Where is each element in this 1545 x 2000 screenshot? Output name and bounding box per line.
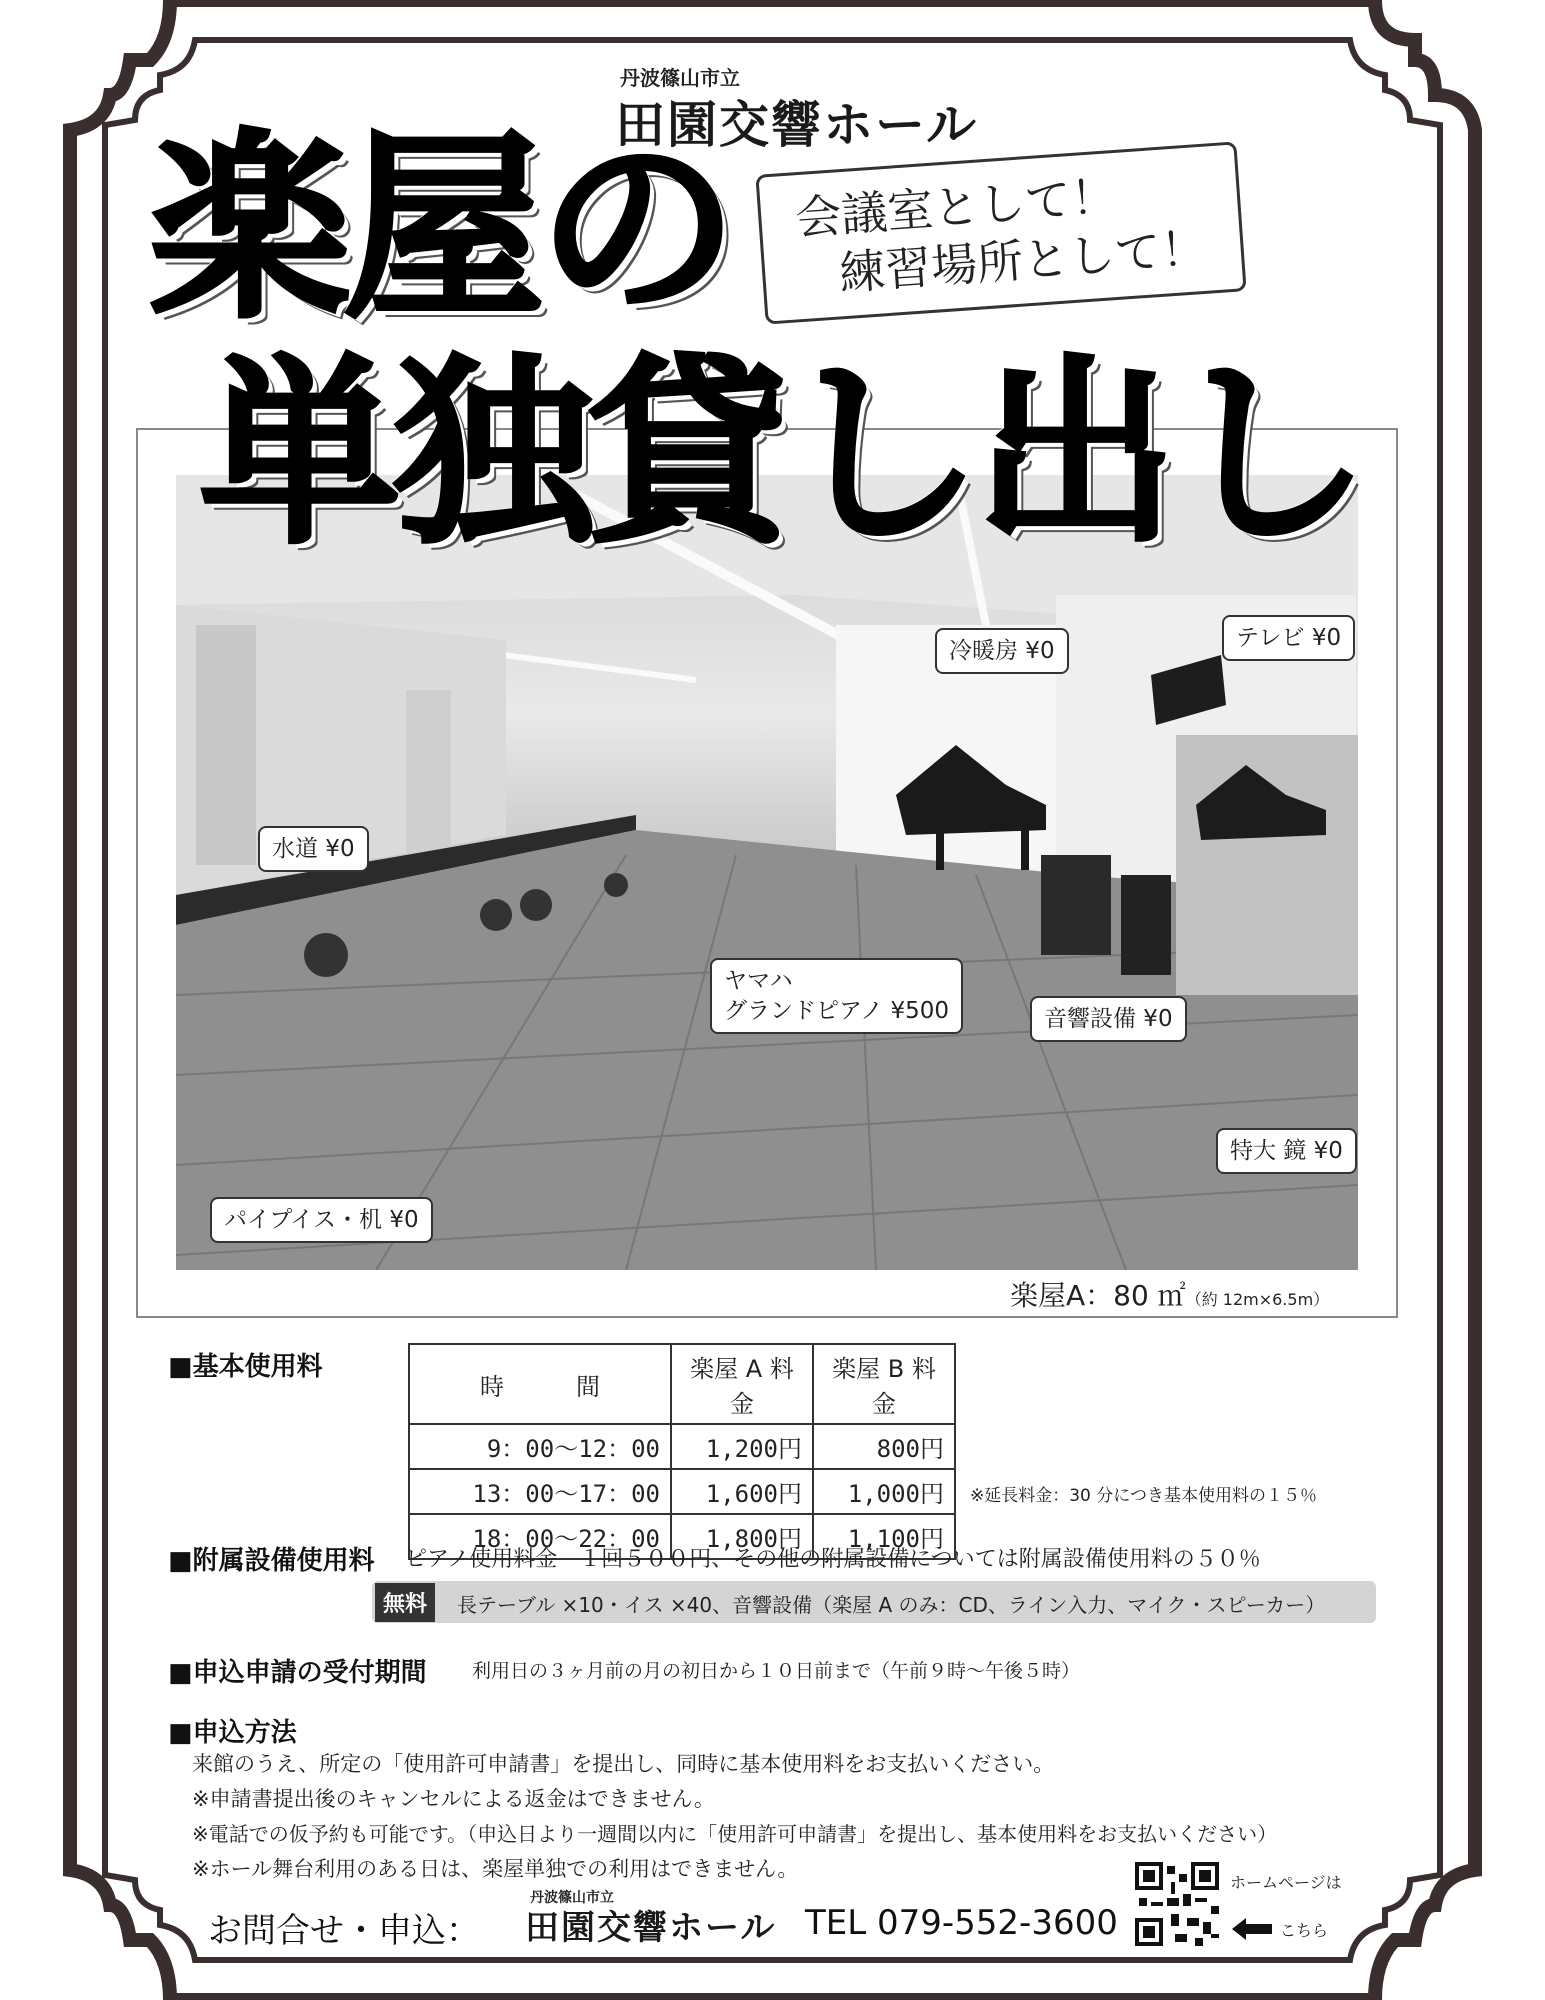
period-text: 利用日の３ヶ月前の月の初日から１０日前まで（午前９時〜午後５時） bbox=[472, 1660, 1081, 1682]
arrow-left-icon bbox=[1232, 1918, 1272, 1940]
label-piano-line-1: ヤマハ bbox=[724, 968, 793, 994]
title-line-2: 単独貸し出し bbox=[200, 338, 1365, 571]
label-water: 水道 ¥0 bbox=[258, 826, 369, 872]
cell-room-b: 1,100円 bbox=[813, 1514, 955, 1559]
method-line-2: ※申請書提出後のキャンセルによる返金はできません。 bbox=[192, 1787, 715, 1811]
method-line-1: 来館のうえ、所定の「使用許可申請書」を提出し、同時に基本使用料をお支払いください。 bbox=[192, 1752, 1055, 1776]
free-badge: 無料 bbox=[375, 1583, 435, 1622]
room-illustration bbox=[176, 475, 1358, 1270]
callout-line-2: 練習場所として！ bbox=[837, 220, 1209, 301]
col-time: 時 間 bbox=[409, 1344, 671, 1424]
method-line-3: ※電話での仮予約も可能です。（申込日より一週間以内に「使用許可申請書」を提出し、基本使用料をお支払いください） bbox=[192, 1822, 1278, 1846]
table-row bbox=[409, 1424, 955, 1469]
free-equipment-text: 長テーブル ×10・イス ×40、音響設備（楽屋 A のみ：CD、ライン入力、マイク・スピーカー） bbox=[457, 1593, 1326, 1617]
equipment-heading: ■附属設備使用料 bbox=[168, 1546, 375, 1576]
label-aircon: 冷暖房 ¥0 bbox=[935, 628, 1069, 674]
col-room-b: 楽屋 B 料金 bbox=[813, 1344, 955, 1424]
title-line-1: 楽屋の bbox=[150, 113, 733, 346]
equipment-text: ピアノ使用料金 １回５００円、その他の附属設備については附属設備使用料の５０％ bbox=[405, 1547, 1261, 1572]
label-piano bbox=[710, 958, 963, 1034]
contact-label: お問合せ・申込： bbox=[208, 1911, 480, 1951]
method-heading: ■申込方法 bbox=[168, 1718, 297, 1748]
label-sound: 音響設備 ¥0 bbox=[1030, 996, 1187, 1042]
tel-number[interactable]: TEL 079-552-3600 bbox=[805, 1903, 1118, 1943]
period-heading: ■申込申請の受付期間 bbox=[168, 1658, 427, 1688]
cell-room-a: 1,600円 bbox=[671, 1469, 813, 1514]
dressing-room-photo bbox=[176, 475, 1358, 1270]
caption-main: 楽屋A：80 ㎡ bbox=[1010, 1279, 1186, 1312]
table-row bbox=[409, 1469, 955, 1514]
fee-table bbox=[408, 1343, 956, 1560]
cell-time: 13：00〜17：00 bbox=[409, 1469, 671, 1514]
label-mirror: 特大 鏡 ¥0 bbox=[1216, 1128, 1357, 1174]
label-chairs: パイプイス・机 ¥0 bbox=[210, 1197, 433, 1243]
room-size-caption bbox=[1010, 1274, 1329, 1314]
org-name-small: 丹波篠山市立 bbox=[620, 66, 740, 90]
method-line-4: ※ホール舞台利用のある日は、楽屋単独での利用はできません。 bbox=[192, 1857, 799, 1881]
label-tv: テレビ ¥0 bbox=[1222, 615, 1355, 661]
callout-line-1: 会議室として！ bbox=[793, 168, 1119, 246]
cell-time: 18：00〜22：00 bbox=[409, 1514, 671, 1559]
cell-room-a: 1,800円 bbox=[671, 1514, 813, 1559]
cell-time: 9：00〜12：00 bbox=[409, 1424, 671, 1469]
qr-code-icon[interactable] bbox=[1135, 1862, 1219, 1946]
footer-hall-name: 田園交響ホール bbox=[525, 1908, 777, 1948]
cell-room-a: 1,200円 bbox=[671, 1424, 813, 1469]
fees-heading: ■基本使用料 bbox=[168, 1352, 323, 1382]
homepage-line-1: ホームページは bbox=[1230, 1873, 1342, 1892]
hall-name: 田園交響ホール bbox=[615, 95, 978, 154]
extension-fee-note: ※延長料金：30 分につき基本使用料の１５％ bbox=[970, 1486, 1317, 1506]
label-piano-line-2: グランドピアノ ¥500 bbox=[724, 998, 950, 1024]
caption-sub: （約 12m×6.5m） bbox=[1185, 1290, 1330, 1309]
homepage-line-2[interactable]: こちら bbox=[1280, 1921, 1329, 1940]
col-room-a: 楽屋 A 料金 bbox=[671, 1344, 813, 1424]
footer-org-small: 丹波篠山市立 bbox=[530, 1890, 614, 1906]
cell-room-b: 1,000円 bbox=[813, 1469, 955, 1514]
cell-room-b: 800円 bbox=[813, 1424, 955, 1469]
fee-table-header bbox=[409, 1344, 955, 1424]
